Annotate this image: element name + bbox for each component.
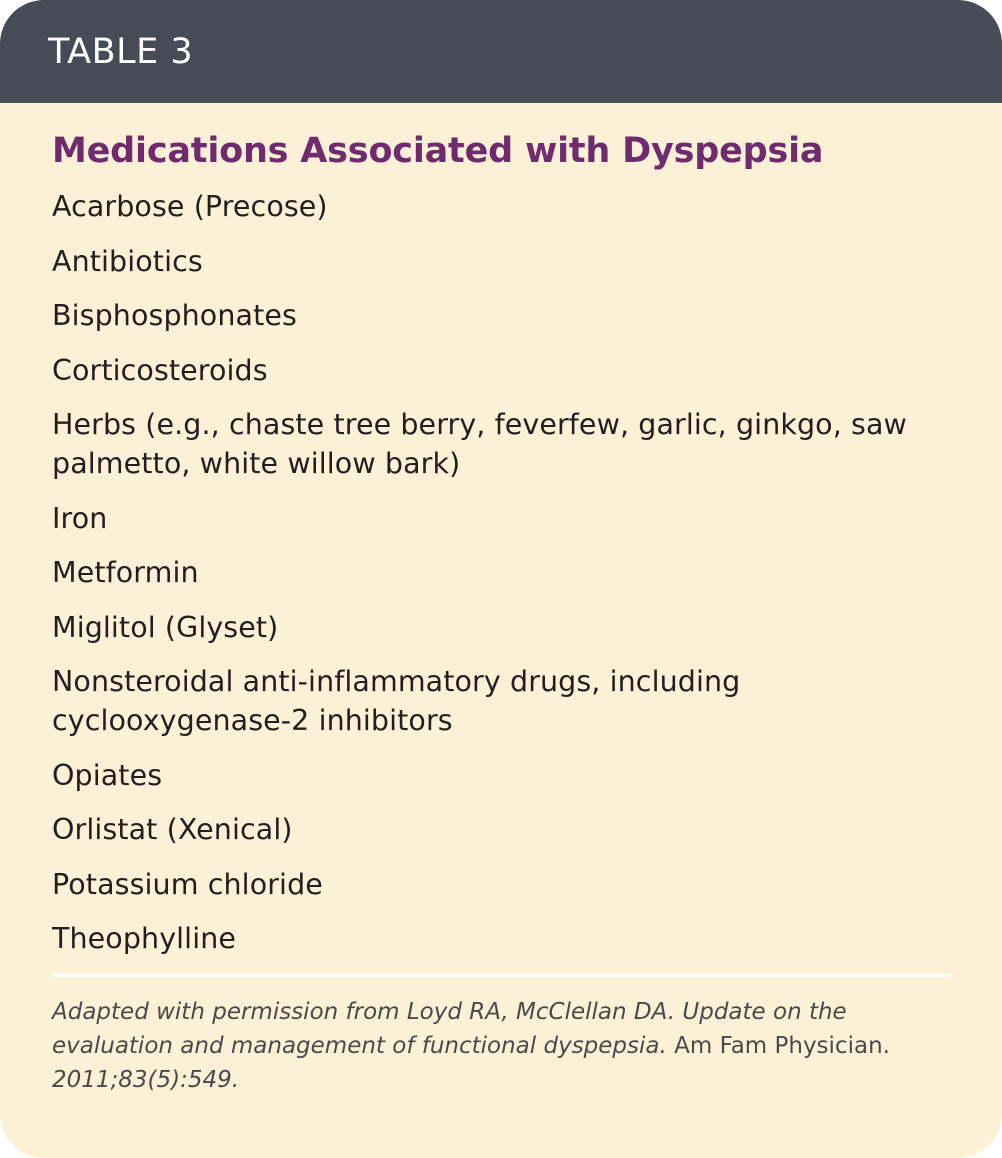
list-item: Orlistat (Xenical)	[52, 813, 293, 846]
list-item: Antibiotics	[52, 244, 203, 278]
list-item: Metformin	[52, 556, 199, 589]
list-item: Bisphosphonates	[52, 299, 297, 332]
list-item: Iron	[52, 501, 108, 535]
list-item: Nonsteroidal anti-inflammatory drugs, including cyclooxygenase-2 inhibitors	[52, 665, 741, 737]
footnote-citation: Adapted with permission from Loyd RA, McClellan DA. Update on the evaluation and management of functional dyspepsia.	[52, 998, 847, 1059]
list-item: Acarbose (Precose)	[52, 190, 328, 223]
table-content	[0, 103, 1002, 1097]
divider	[52, 974, 950, 977]
medication-list	[52, 187, 950, 958]
list-item: Herbs (e.g., chaste tree berry, feverfew, garlic, ginkgo, saw palmetto, white willow bark)	[52, 408, 907, 480]
list-item: Corticosteroids	[52, 353, 268, 387]
table-header-bar	[0, 0, 1002, 103]
list-item: Theophylline	[52, 922, 237, 955]
table-label: TABLE 3	[48, 32, 194, 72]
list-item: Miglitol (Glyset)	[52, 610, 279, 644]
list-item: Opiates	[52, 758, 163, 792]
footnote-journal: Am Fam Physician.	[666, 1032, 890, 1059]
list-item: Potassium chloride	[52, 867, 323, 901]
source-footnote	[52, 995, 950, 1097]
footnote-volume: 2011;83(5):549.	[52, 1066, 240, 1093]
table-title: Medications Associated with Dyspepsia	[52, 131, 824, 171]
